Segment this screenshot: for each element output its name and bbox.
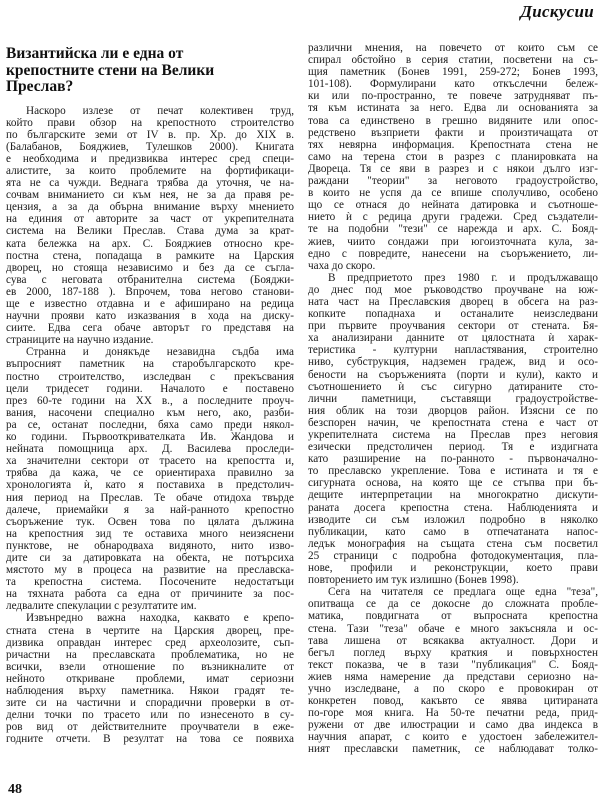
- text-line: те на подобни "тези" се нарежда и арх. С. Бояд-: [308, 223, 598, 236]
- text-line: наблюдения върху паметника. Някои градят те-: [6, 685, 294, 697]
- text-line: ледвалите спекулации с резултатите им.: [6, 600, 197, 613]
- article-title-line: Византийска ли е една от: [6, 45, 184, 62]
- text-line: ният преславски паметник, се наблюдават толко-: [308, 743, 598, 756]
- text-line: редствено възприети факти и произтичащата от: [308, 126, 598, 139]
- text-line: 25 страници с подробна фотодокументация, пла-: [308, 549, 598, 562]
- text-line: ята не са чужди. Веднага трябва да уточня, че на-: [6, 177, 294, 190]
- text-line: постно строителство, изследван с прекъсвания: [6, 370, 294, 383]
- text-line: ния облик на този дворцов район. Изясни се по: [308, 404, 598, 417]
- text-line: ха анализирани данните от цялостната ѝ харак-: [308, 332, 598, 345]
- text-line: годните отчети. В резултат на това се появиха: [6, 733, 294, 746]
- text-line: текст показва, че в тази "публикация" С. Бояд-: [308, 658, 598, 671]
- text-line: безспорен начин, че крепостната стена е част от: [308, 416, 598, 429]
- text-line: който прави обзор на крепостното строителство: [6, 116, 294, 129]
- text-line: 101-108). Формулирани като откъслечни бележ-: [308, 78, 598, 91]
- text-line: раната досега крепостна стена. Наблюденията и: [308, 501, 598, 514]
- text-line: по-горе моя книга. На 50-те печатни реда, прид-: [308, 707, 598, 720]
- text-line: е необходима и предизвиква интерес сред специ-: [6, 152, 294, 165]
- text-line: теристика - културни напластявания, строително: [308, 344, 598, 357]
- text-line: раждани "теории" за неговото градоустройство,: [308, 175, 598, 188]
- text-line: алистите, за които проблемите на фортификаци-: [6, 164, 294, 177]
- text-line: дворец, но стояща независимо и без да се съгла-: [6, 261, 294, 274]
- text-line: нейната помощница арх. Д. Василева проследи-: [6, 443, 294, 456]
- text-line: до днес под мое ръководство проучване на юж-: [308, 283, 598, 296]
- text-line: бености на съоръженията (порти и кули), както и: [308, 368, 598, 381]
- text-line: конкретен повод, какъвто се явява цитираната: [308, 695, 598, 708]
- text-line: система на Велики Преслав. Става дума за крат-: [6, 225, 294, 238]
- text-line: далече, приемайки я за най-ранното крепостно: [6, 503, 294, 516]
- text-line: ниво, субструкция, надземен градеж, вид и осо-: [308, 356, 598, 369]
- text-line: ната част на Преславския дворец в обсега на раз-: [308, 295, 598, 308]
- text-line: нейното откриване проблеми, имат сериозни: [6, 672, 294, 685]
- text-line: матика, повдигната от въпросната крепостна: [308, 610, 598, 623]
- text-line: сиите. Едва сега обаче авторът го представя на: [6, 322, 294, 335]
- text-line: та крепостна система. Посочените недостатъци: [6, 576, 294, 589]
- text-line: спирал обстойно в серия статии, посветени на съ-: [308, 54, 598, 67]
- text-line: това са единствено в грешно видяните или опос-: [308, 114, 598, 127]
- text-line: като разширение на по-ранното - първоначално-: [308, 453, 598, 466]
- text-line: сува с неговата отбранителна система (Бояджи-: [6, 273, 294, 286]
- text-line: ще е известно отдавна и е афиширано на редица: [6, 298, 294, 310]
- text-line: ра се, останат последни, бяха само преди някол-: [6, 418, 294, 431]
- text-line: учно изследване, а по скоро е провокиран от: [308, 682, 598, 695]
- text-line: ния период на Преслав. Те обаче отидоха твърде: [6, 491, 294, 504]
- text-line: жиев няма намерение да представи сериозно на-: [308, 670, 598, 683]
- text-line: (Балабанов, Бояджиев, Тулешков 2000). Книгата: [6, 140, 294, 153]
- text-line: по българските земи от IV в. пр. Хр. до XIX в.: [6, 128, 294, 141]
- text-line: съотношението ѝ със сигурно датираните сто-: [308, 380, 598, 393]
- text-line: стена. Тази "теза" обаче е много закъсняла и ос-: [308, 622, 598, 635]
- text-line: дите си за датировката на обекта, не потърсиха: [6, 551, 294, 564]
- text-line: нове, профили и реконструкции, което прави: [308, 562, 598, 575]
- text-line: научни прояви като изказвания в хода на диску-: [6, 310, 294, 323]
- text-line: само на терена стои в разрез с планировката на: [308, 150, 598, 163]
- text-line: бегъл поглед върху краткия и повърхностен: [308, 646, 598, 659]
- text-line: ев 2000, 187-188 ). Впрочем, това негово станови-: [6, 285, 294, 298]
- text-line: повторението им тук излишно (Бонев 1998).: [308, 574, 519, 587]
- text-line: нието ѝ с редица други градежи. Сред създатели-: [308, 211, 598, 224]
- text-line: ледък монография на същата стена съм посветил: [308, 537, 598, 550]
- text-line: дещите интерпретации на многократно дискути-: [308, 489, 598, 502]
- section-header: Дискусии: [520, 2, 594, 21]
- text-line: чаха до скоро.: [308, 259, 376, 272]
- text-line: щия паметник (Бонев 1991, 259-272; Бонев 1993,: [308, 66, 598, 79]
- text-line: укрепителната система на Преслав през неговия: [308, 429, 598, 441]
- text-line: цели тридесет години. Началото е поставено: [6, 382, 294, 395]
- text-line: Странна и донякъде незавидна съдба има: [26, 346, 294, 359]
- text-line: жиев, чиито сондажи при югоизточната кула, за-: [308, 235, 598, 248]
- text-line: страниците на научно издание.: [6, 334, 154, 347]
- text-line: хронологията ѝ, като я поставиха в предстолич-: [6, 479, 294, 492]
- left-column: [6, 46, 294, 745]
- page-number: 48: [8, 782, 22, 797]
- text-line: стната стена в чертите на Царския дворец, пре-: [6, 624, 294, 637]
- right-body-text: [308, 42, 598, 756]
- text-line: ружени от две илюстрации и само два индекса в: [308, 719, 598, 732]
- text-line: научния апарат, с които е удостоен забележител-: [308, 731, 598, 744]
- text-line: зите си на частични и спорадични проверки в от-: [6, 697, 294, 710]
- text-line: ричастни на преславската проблематика, но не: [6, 648, 294, 661]
- text-line: цензия, а за да обърна внимание върху мнението: [6, 201, 294, 214]
- text-line: сигурната основа, на която ще се стъпва при бъ-: [308, 477, 598, 490]
- text-line: пунктове, не обнародваха видяното, нито изво-: [6, 539, 294, 552]
- article-title: [6, 46, 246, 96]
- article-title-line: крепостните стени на Велики: [6, 61, 215, 79]
- text-line: ров вид от действителните проучватели в еже-: [6, 721, 294, 734]
- left-body-text: [6, 105, 294, 746]
- text-line: въпросният паметник на старобългарското кре-: [6, 358, 294, 371]
- text-line: трябва да кажа, че се ориентираха правилно за: [6, 467, 294, 480]
- right-column: [308, 42, 598, 756]
- text-line: сочвам вниманието си към нея, не за да правя ре-: [6, 189, 294, 202]
- article-title-line: Преслав?: [6, 78, 74, 95]
- text-line: през 60-те години на XX в., а последните проуч-: [6, 394, 294, 407]
- text-line: що се отнася до нейната датировка и съотноше-: [308, 199, 598, 212]
- text-line: В предприетото през 1980 г. и продължаващо: [328, 271, 598, 284]
- text-line: опитваща се да се докосне до сложната пробле-: [308, 598, 598, 611]
- text-line: съоръжение тук. Освен това по цялата дължина: [6, 515, 294, 528]
- text-line: на тяхната работа са една от причините за пос-: [6, 588, 294, 601]
- text-line: ката бележка на арх. С. Бояджиев относно кре-: [6, 237, 294, 250]
- text-line: ко години. Първооткривателката Ив. Жандова и: [6, 431, 294, 444]
- text-line: мястото му в процеса на развитие на преславска-: [6, 564, 294, 577]
- text-line: копките попаднаха и останалите неизследвани: [308, 308, 598, 321]
- text-line: езически предстоличен период. Тя е издигната: [308, 441, 598, 454]
- text-line: вания, насочени специално към него, ако, разби-: [6, 406, 294, 419]
- text-line: различни мнения, на повечето от които съм се: [308, 42, 598, 54]
- text-line: едно с повредите, нанесени на съоръжението, ли-: [308, 247, 598, 260]
- text-line: изводите си съм изложил подробно в няколко: [308, 513, 598, 526]
- text-line: тях невярна информация. Крепостната стена не: [308, 138, 598, 151]
- text-line: Извънредно важна находка, каквато е крепо-: [26, 612, 294, 625]
- text-line: то преславско укрепление. Това е истината и тя е: [308, 465, 598, 478]
- text-line: ха значителни сектори от трасето на крепостта и,: [6, 455, 294, 468]
- text-line: на крепостния зид те оставиха много неизяснени: [6, 527, 294, 540]
- text-line: публикации, като само в отпечатаната напос-: [308, 525, 598, 538]
- text-line: Двореца. Тя се яви в разрез и с някои дълго изг-: [308, 162, 598, 175]
- text-line: в които не успя да се впише сполучливо, особено: [308, 187, 598, 200]
- text-line: при първите проучвания сектори от стената. Бя-: [308, 320, 598, 333]
- text-line: Наскоро излезе от печат колективен труд,: [26, 104, 294, 117]
- text-line: дизвика оправдан интерес сред археолозите, съп-: [6, 636, 294, 649]
- text-line: постна стена, попадаща в рамките на Царския: [6, 249, 294, 262]
- text-line: тя към истината за него. Едва ли основанията за: [308, 102, 598, 115]
- text-line: на единия от авторите за част от укрепителната: [6, 213, 294, 226]
- text-line: тава лишена от всякаква актуалност. Дори и: [308, 634, 598, 647]
- text-line: делни точки по трасето или по изнесеното в су-: [6, 709, 294, 722]
- text-line: лични паметници, съставящи градоустройстве-: [308, 392, 598, 405]
- text-line: ки или по-пространно, те повече затрудняват пъ-: [308, 90, 598, 103]
- text-line: всички, взели отношение по възникналите от: [6, 660, 294, 673]
- text-line: Сега на читателя се предлага още една "теза",: [328, 586, 598, 599]
